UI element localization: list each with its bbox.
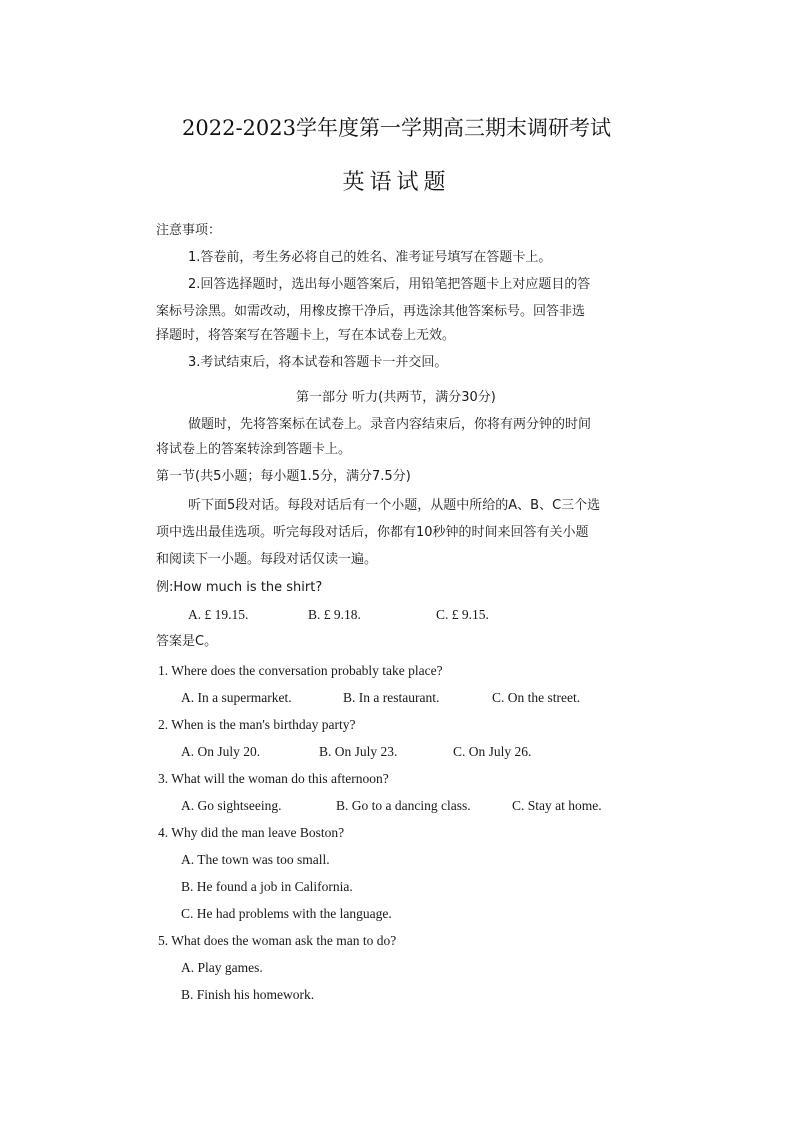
q4-option-c: C. He had problems with the language. [181, 906, 392, 921]
example-option-b: B. £ 9.18. [308, 607, 361, 622]
q3-option-b: B. Go to a dancing class. [336, 798, 471, 813]
q4-option-b: B. He found a job in California. [181, 879, 353, 894]
notice-item-3: 3.考试结束后，将本试卷和答题卡一并交回。 [188, 355, 448, 370]
example-question: 例:How much is the shirt? [156, 580, 323, 595]
section1-heading: 第一节(共5小题；每小题1.5分，满分7.5分) [156, 469, 411, 484]
q1-option-b: B. In a restaurant. [343, 690, 440, 705]
q3-option-a: A. Go sightseeing. [181, 798, 282, 813]
part1-intro-line-2: 将试卷上的答案转涂到答题卡上。 [156, 442, 352, 457]
q1-option-c: C. On the street. [492, 690, 581, 705]
section1-line-2: 项中选出最佳选项。听完每段对话后，你都有10秒钟的时间来回答有关小题 [156, 525, 589, 540]
question-4: 4. Why did the man leave Boston? [158, 825, 345, 840]
notice-item-2-line-1: 2.回答选择题时，选出每小题答案后，用铅笔把答题卡上对应题目的答 [188, 277, 591, 292]
notice-heading: 注意事项： [156, 223, 222, 238]
notice-item-1: 1.答卷前，考生务必将自己的姓名、准考证号填写在答题卡上。 [188, 250, 552, 265]
q1-option-a: A. In a supermarket. [181, 690, 292, 705]
part1-intro-line-1: 做题时，先将答案标在试卷上。录音内容结束后，你将有两分钟的时间 [188, 417, 592, 432]
q5-option-a: A. Play games. [181, 960, 263, 975]
notice-item-2-line-2: 案标号涂黑。如需改动，用橡皮擦干净后，再选涂其他答案标号。回答非选 [156, 304, 586, 319]
notice-item-2-line-3: 择题时，将答案写在答题卡上，写在本试卷上无效。 [156, 328, 456, 343]
example-answer: 答案是C。 [156, 634, 218, 649]
example-option-c: C. £ 9.15. [436, 607, 489, 622]
part1-heading: 第一部分 听力(共两节，满分30分) [296, 390, 496, 405]
q2-option-c: C. On July 26. [453, 744, 532, 759]
page-subtitle: 英语试题 [342, 170, 451, 195]
question-2: 2. When is the man's birthday party? [158, 717, 356, 732]
q2-option-b: B. On July 23. [319, 744, 398, 759]
question-5: 5. What does the woman ask the man to do? [158, 933, 397, 948]
page-title: 2022-2023学年度第一学期高三期末调研考试 [182, 116, 611, 140]
question-1: 1. Where does the conversation probably take place? [158, 663, 443, 678]
example-option-a: A. £ 19.15. [188, 607, 249, 622]
question-3: 3. What will the woman do this afternoon? [158, 771, 389, 786]
section1-line-1: 听下面5段对话。每段对话后有一个小题，从题中所给的A、B、C三个选 [188, 498, 601, 513]
q2-option-a: A. On July 20. [181, 744, 261, 759]
q3-option-c: C. Stay at home. [512, 798, 602, 813]
q4-option-a: A. The town was too small. [181, 852, 330, 867]
section1-line-3: 和阅读下一小题。每段对话仅读一遍。 [156, 552, 378, 567]
q5-option-b: B. Finish his homework. [181, 987, 315, 1002]
